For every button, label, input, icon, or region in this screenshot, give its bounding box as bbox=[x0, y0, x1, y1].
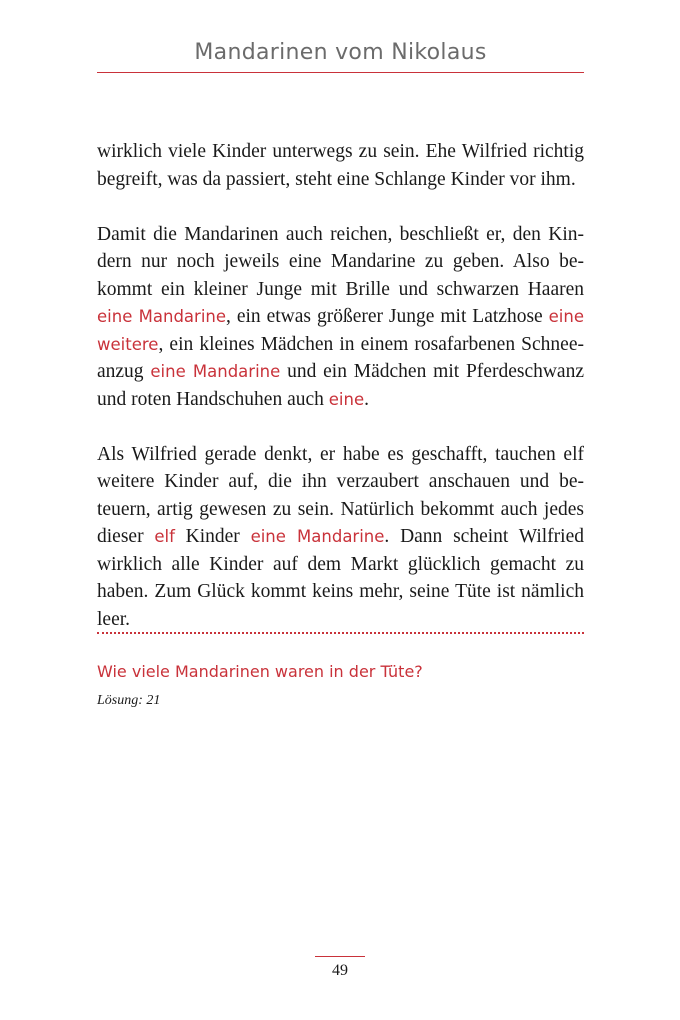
page-number: 49 bbox=[332, 962, 348, 979]
text-segment: Damit die Mandarinen auch reichen, beschließt er, den Kindern nur noch jeweils eine Mandarine zu geben. Also bekommt ein kleiner Junge mit Brille und schwarzen Haaren bbox=[97, 223, 584, 300]
paragraph-1: wirklich viele Kinder unterwegs zu sein. Ehe Wilfried richtig begreift, was da passiert, steht eine Schlange Kinder vor ihm. bbox=[97, 141, 584, 190]
puzzle-question: Wie viele Mandarinen waren in der Tüte? bbox=[97, 662, 423, 681]
highlighted-amount: eine Mandarine bbox=[150, 362, 281, 381]
highlighted-amount: eine bbox=[328, 389, 365, 409]
header-rule bbox=[97, 72, 584, 73]
paragraph-3 bbox=[97, 441, 584, 634]
highlighted-amount: eine Mandarine bbox=[97, 307, 227, 326]
puzzle-solution: Lösung: 21 bbox=[97, 693, 161, 708]
story-text bbox=[97, 138, 584, 661]
paragraph-2 bbox=[97, 221, 584, 414]
highlighted-amount: eine Mandarine bbox=[250, 527, 385, 546]
text-segment: . bbox=[364, 388, 369, 410]
text-segment: Als Wilfried gerade denkt, er habe es geschafft, tauchen elf weitere Kinder auf, die ihn verzaubert anschauen und beteuern, artig gewesen zu sein. Natürlich bekommt auch jedes dieser bbox=[97, 443, 584, 547]
dotted-divider bbox=[97, 632, 584, 634]
running-header bbox=[97, 36, 584, 73]
text-segment: , ein kleines Mädchen in einem rosafarbenen Schneeanzug bbox=[97, 333, 584, 382]
highlighted-amount: eine weitere bbox=[97, 307, 584, 354]
footer-rule bbox=[315, 956, 365, 957]
highlighted-amount: elf bbox=[154, 527, 175, 546]
text-segment: , ein etwas größerer Junge mit Latzhose bbox=[226, 306, 549, 327]
text-segment: Kinder bbox=[174, 526, 251, 547]
book-title: Mandarinen vom Nikolaus bbox=[194, 40, 487, 65]
text-segment: und ein Mädchen mit Pferdeschwanz und roten Handschuhen auch bbox=[97, 361, 584, 410]
text-segment: . Dann scheint Wilfried wirklich alle Kinder auf dem Markt glücklich gemacht zu haben. Zum Glück kommt keins mehr, seine Tüte ist nämlich leer. bbox=[97, 526, 584, 630]
